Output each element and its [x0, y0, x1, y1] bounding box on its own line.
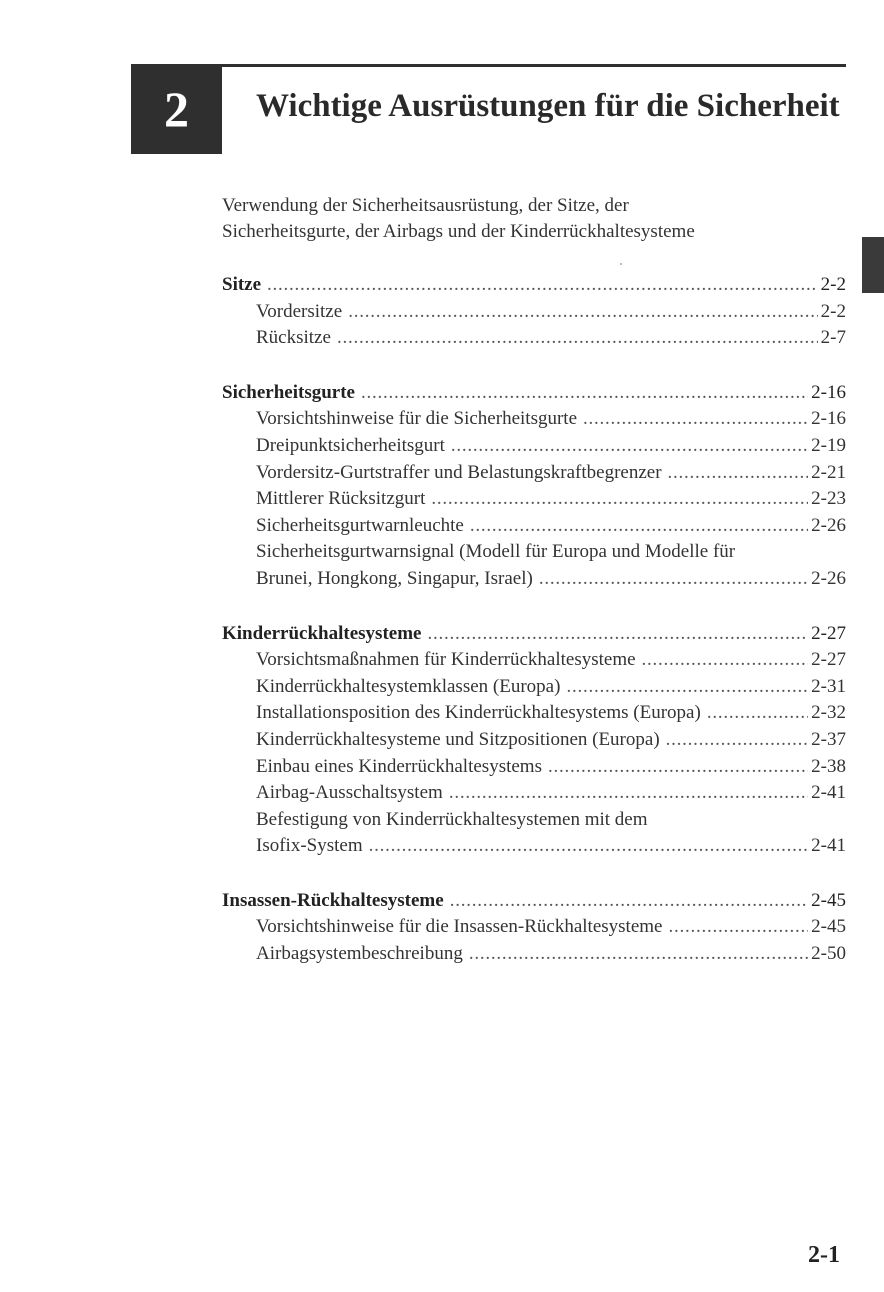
toc-page-ref: 2-23 [811, 488, 846, 510]
intro-line-2: Sicherheitsgurte, der Airbags und der Kinderrückhaltesysteme [222, 221, 695, 242]
leader-dots [337, 325, 818, 352]
toc-entry[interactable] [222, 486, 846, 513]
toc-heading-label: Insassen-Rückhaltesysteme [222, 889, 444, 911]
toc-page-ref: 2-32 [811, 702, 846, 724]
toc-entry-label: Vorsichtsmaßnahmen für Kinderrückhaltesysteme [256, 649, 636, 671]
chapter-title: Wichtige Ausrüstungen für die Sicherheit [256, 88, 840, 124]
leader-dots [539, 566, 808, 593]
toc-entry-label: Airbagsystembeschreibung [256, 943, 463, 965]
toc-heading[interactable] [222, 380, 846, 407]
toc-page-ref: 2-7 [820, 327, 846, 349]
toc-page-ref: 2-41 [811, 782, 846, 804]
toc-entry-label: Isofix-System [256, 835, 363, 857]
toc-entry-label: Brunei, Hongkong, Singapur, Israel) [256, 567, 533, 589]
toc-page-ref: 2-27 [811, 649, 846, 671]
toc-entry-label: Vorsichtshinweise für die Sicherheitsgurte [256, 408, 577, 430]
toc-entry[interactable] [222, 566, 846, 593]
toc-entry[interactable] [222, 941, 846, 968]
toc-page-ref: 2-26 [811, 514, 846, 536]
toc-heading-label: Sicherheitsgurte [222, 381, 355, 403]
toc-entry[interactable] [222, 325, 846, 352]
leader-dots [427, 621, 808, 648]
leader-dots [583, 406, 808, 433]
leader-dots [431, 486, 808, 513]
toc-page-ref: 2-37 [811, 728, 846, 750]
toc-heading[interactable] [222, 621, 846, 648]
scan-speck [620, 263, 622, 265]
toc-entry-label: Sicherheitsgurtwarnsignal (Modell für Europa und Modelle für [256, 541, 736, 563]
toc-section-sitze [222, 272, 846, 352]
toc-heading[interactable] [222, 272, 846, 299]
toc-page-ref: 2-19 [811, 434, 846, 456]
leader-dots [470, 513, 808, 540]
toc-page-ref: 2-31 [811, 675, 846, 697]
toc-entry[interactable] [222, 433, 846, 460]
toc-entry[interactable] [222, 460, 846, 487]
leader-dots [451, 433, 808, 460]
toc-page-ref: 2-38 [811, 755, 846, 777]
toc-entry-label: Kinderrückhaltesystemklassen (Europa) [256, 675, 561, 697]
chapter-number: 2 [164, 81, 189, 137]
intro-line-1: Verwendung der Sicherheitsausrüstung, der Sitze, der [222, 195, 629, 216]
toc-entry-line-1[interactable] [222, 807, 846, 834]
page-number: 2-1 [808, 1242, 840, 1268]
header-rule [222, 64, 846, 67]
toc-page-ref: 2-26 [811, 567, 846, 589]
chapter-side-tab [862, 237, 884, 293]
chapter-intro [222, 193, 822, 245]
leader-dots [666, 727, 809, 754]
leader-dots [548, 754, 808, 781]
toc-entry[interactable] [222, 754, 846, 781]
toc-entry-label: Dreipunktsicherheitsgurt [256, 434, 445, 456]
toc-section-insassen-rueckhaltesysteme [222, 888, 846, 968]
toc-entry-label: Sicherheitsgurtwarnleuchte [256, 514, 464, 536]
toc-page-ref: 2-45 [811, 889, 846, 911]
toc-entry[interactable] [222, 406, 846, 433]
toc-entry-label: Vordersitz-Gurtstraffer und Belastungskraftbegrenzer [256, 461, 662, 483]
leader-dots [449, 780, 808, 807]
leader-dots [348, 299, 817, 326]
toc-page-ref: 2-41 [811, 835, 846, 857]
toc-entry[interactable] [222, 299, 846, 326]
leader-dots [642, 647, 809, 674]
toc-page-ref: 2-50 [811, 943, 846, 965]
toc-section-sicherheitsgurte [222, 380, 846, 593]
leader-dots [361, 380, 808, 407]
toc-entry[interactable] [222, 833, 846, 860]
toc-page-ref: 2-21 [811, 461, 846, 483]
toc-entry-label: Vordersitze [256, 300, 343, 322]
table-of-contents [222, 272, 846, 996]
toc-entry-label: Rücksitze [256, 327, 331, 349]
toc-page-ref: 2-2 [820, 300, 846, 322]
leader-dots [267, 272, 818, 299]
toc-entry-label: Vorsichtshinweise für die Insassen-Rückhaltesysteme [256, 916, 663, 938]
toc-heading[interactable] [222, 888, 846, 915]
toc-entry[interactable] [222, 780, 846, 807]
toc-heading-label: Sitze [222, 274, 262, 295]
toc-page-ref: 2-16 [811, 381, 846, 403]
toc-entry[interactable] [222, 674, 846, 701]
toc-entry[interactable] [222, 647, 846, 674]
toc-heading-label: Kinderrückhaltesysteme [222, 622, 422, 644]
toc-entry[interactable] [222, 914, 846, 941]
toc-entry-line-1[interactable] [222, 539, 846, 566]
toc-entry-label: Airbag-Ausschaltsystem [256, 782, 443, 804]
toc-page-ref: 2-2 [820, 274, 846, 295]
toc-entry[interactable] [222, 513, 846, 540]
leader-dots [566, 674, 808, 701]
toc-section-kinderrueckhaltesysteme [222, 621, 846, 860]
leader-dots [450, 888, 808, 915]
leader-dots [668, 460, 809, 487]
toc-entry-label: Einbau eines Kinderrückhaltesystems [256, 755, 542, 777]
toc-page-ref: 2-27 [811, 622, 846, 644]
toc-entry-label: Kinderrückhaltesysteme und Sitzpositionen (Europa) [256, 728, 660, 750]
leader-dots [369, 833, 809, 860]
leader-dots [707, 700, 808, 727]
toc-entry-label: Mittlerer Rücksitzgurt [256, 488, 426, 510]
toc-page-ref: 2-45 [811, 916, 846, 938]
toc-entry-label: Installationsposition des Kinderrückhaltesystems (Europa) [256, 702, 701, 724]
toc-page-ref: 2-16 [811, 408, 846, 430]
leader-dots [469, 941, 808, 968]
chapter-number-box [131, 64, 222, 154]
leader-dots [668, 914, 808, 941]
toc-entry-label: Befestigung von Kinderrückhaltesystemen mit dem [256, 808, 648, 830]
toc-entry[interactable] [222, 727, 846, 754]
toc-entry[interactable] [222, 700, 846, 727]
